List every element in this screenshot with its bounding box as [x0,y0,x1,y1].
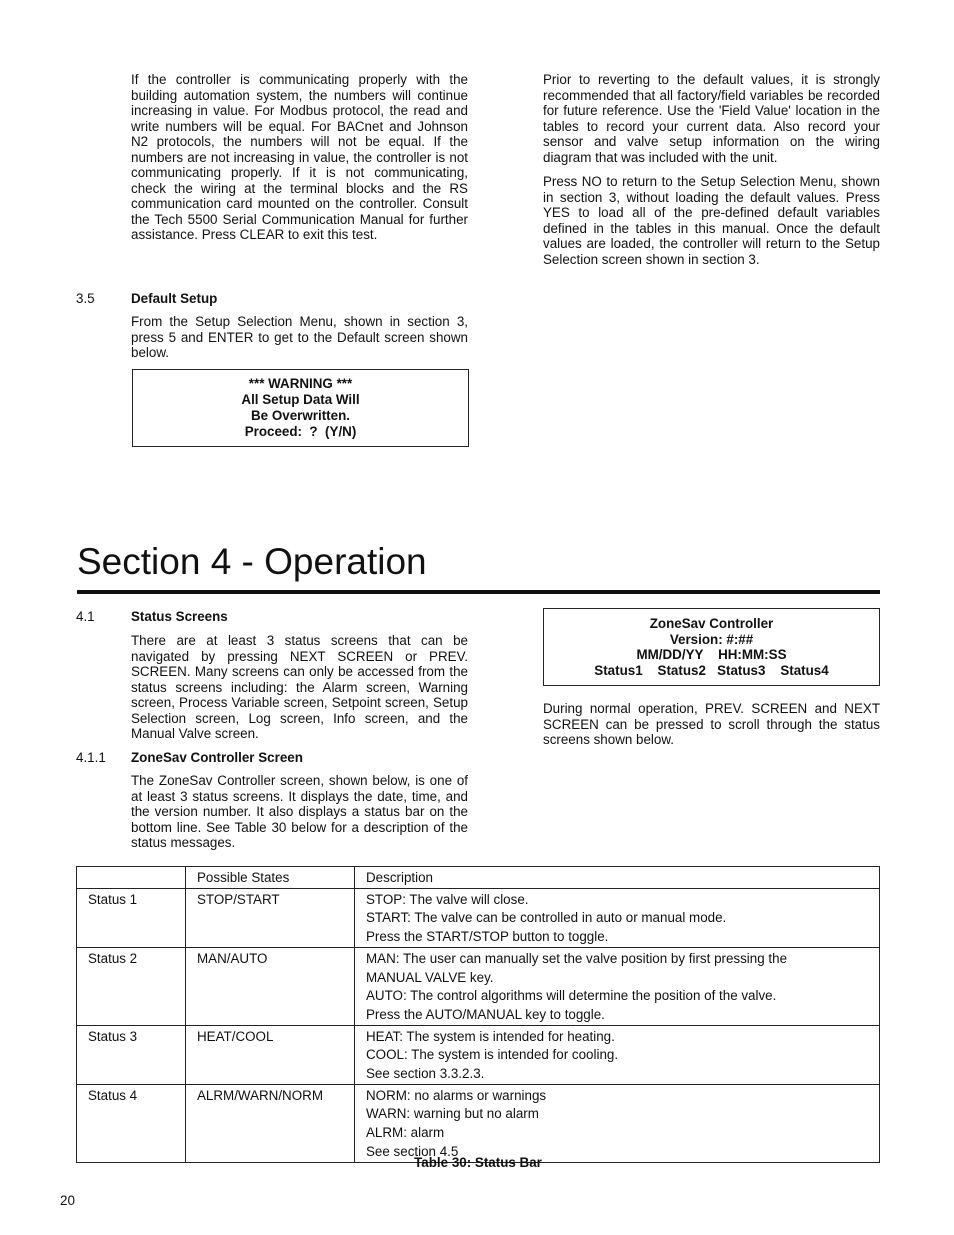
warning-line: *** WARNING *** [248,376,353,391]
warning-screen-box [132,369,469,447]
description-line: START: The valve can be controlled in auto or manual mode. [366,910,727,926]
row-label: Status 3 [77,1025,186,1084]
table-header-row [77,867,880,889]
header-cell [77,867,186,889]
intro-paragraph: If the controller is communicating properly with the building automation system, the numbers will continue increasing in value. For Modbus protocol, the read and write numbers will be equal. For BACnet and Johnson N2 protocols, the numbers will not be equal. If the numbers are not increasing in value, the controller is not communicating properly. If it is not communicating, check the wiring at the terminal blocks and the RS communication card mounted on the controller. Consult the Tech 5500 Serial Communication Manual for further assistance. Press CLEAR to exit this test. [131,72,468,242]
section-divider [77,590,880,594]
description-line: NORM: no alarms or warnings [366,1087,547,1103]
controller-line: MM/DD/YY HH:MM:SS [636,647,787,662]
section-4-1-paragraph: There are at least 3 status screens that can be navigated by pressing NEXT SCREEN or PREV. SCREEN. Many screens can only be accessed from the status screens including: the Alarm screen, Warning screen, Process Variable screen, Setpoint screen, Setup Selection screen, Log screen, Info screen, and the Manual Valve screen. [131,633,468,741]
table-row [77,888,880,947]
description-line: COOL: The system is intended for cooling. [366,1047,619,1063]
table-row [77,1025,880,1084]
normal-operation-paragraph: During normal operation, PREV. SCREEN and NEXT SCREEN can be pressed to scroll through the status screens shown below. [543,701,880,747]
section-4-title: Section 4 - Operation [77,541,427,582]
description-line: MAN: The user can manually set the valve position by first pressing the [366,950,788,966]
controller-screen-box [543,608,880,686]
section-3-5-title: Default Setup [131,291,218,306]
section-4-1-1-paragraph: The ZoneSav Controller screen, shown below, is one of at least 3 status screens. It displays the date, time, and the version number. It also displays a status bar on the bottom line. See Table 30 below for a description of the status messages. [131,773,468,850]
table-caption: Table 30: Status Bar [414,1155,542,1170]
row-label: Status 2 [77,947,186,1025]
row-description [355,947,880,1025]
row-description [355,888,880,947]
description-line: Press the START/STOP button to toggle. [366,929,609,945]
section-4-1-1-title: ZoneSav Controller Screen [131,750,303,765]
row-states: HEAT/COOL [186,1025,355,1084]
row-states: ALRM/WARN/NORM [186,1084,355,1162]
warning-line: All Setup Data Will [241,392,360,407]
row-states: MAN/AUTO [186,947,355,1025]
row-description [355,1025,880,1084]
section-3-5-number: 3.5 [76,291,95,306]
right-paragraph-1: Prior to reverting to the default values, it is strongly recommended that all factory/field variables be recorded for future reference. Use the 'Field Value' location in the tables to record your current data. Also record your sensor and valve setup information on the wiring diagram that was included with the unit. [543,72,880,165]
controller-line: Status1 Status2 Status3 Status4 [594,662,829,678]
row-label: Status 4 [77,1084,186,1162]
description-line: See section 3.3.2.3. [366,1066,485,1082]
row-states: STOP/START [186,888,355,947]
description-line: Press the AUTO/MANUAL key to toggle. [366,1006,605,1022]
section-4-1-number: 4.1 [76,609,95,624]
right-paragraph-2: Press NO to return to the Setup Selection Menu, shown in section 3, without loading the default values. Press YES to load all of the pre-defined default variables defined in the tables in this manual. Once the default values are loaded, the controller will return to the Setup Selection screen shown in section 3. [543,174,880,267]
description-line: ALRM: alarm [366,1125,445,1141]
description-line: STOP: The valve will close. [366,891,529,907]
status-bar-table [76,866,880,1163]
description-line: HEAT: The system is intended for heating. [366,1028,615,1044]
description-line: WARN: warning but no alarm [366,1106,539,1122]
controller-line: Version: #:## [669,631,754,647]
warning-line: Be Overwritten. [251,408,350,423]
section-4-1-title: Status Screens [131,609,228,624]
section-4-1-1-number: 4.1.1 [76,750,106,765]
description-line: MANUAL VALVE key. [366,969,494,985]
description-line: See section 4.5 [366,1143,459,1159]
table-row [77,1084,880,1162]
header-cell: Description [355,867,880,889]
header-cell: Possible States [186,867,355,889]
controller-line: ZoneSav Controller [649,616,774,631]
description-line: AUTO: The control algorithms will determine the position of the valve. [366,988,777,1004]
table-row [77,947,880,1025]
row-label: Status 1 [77,888,186,947]
warning-line: Proceed: ? (Y/N) [244,424,357,439]
row-description [355,1084,880,1162]
section-3-5-paragraph: From the Setup Selection Menu, shown in section 3, press 5 and ENTER to get to the Default screen shown below. [131,314,468,360]
page-number: 20 [60,1193,75,1208]
